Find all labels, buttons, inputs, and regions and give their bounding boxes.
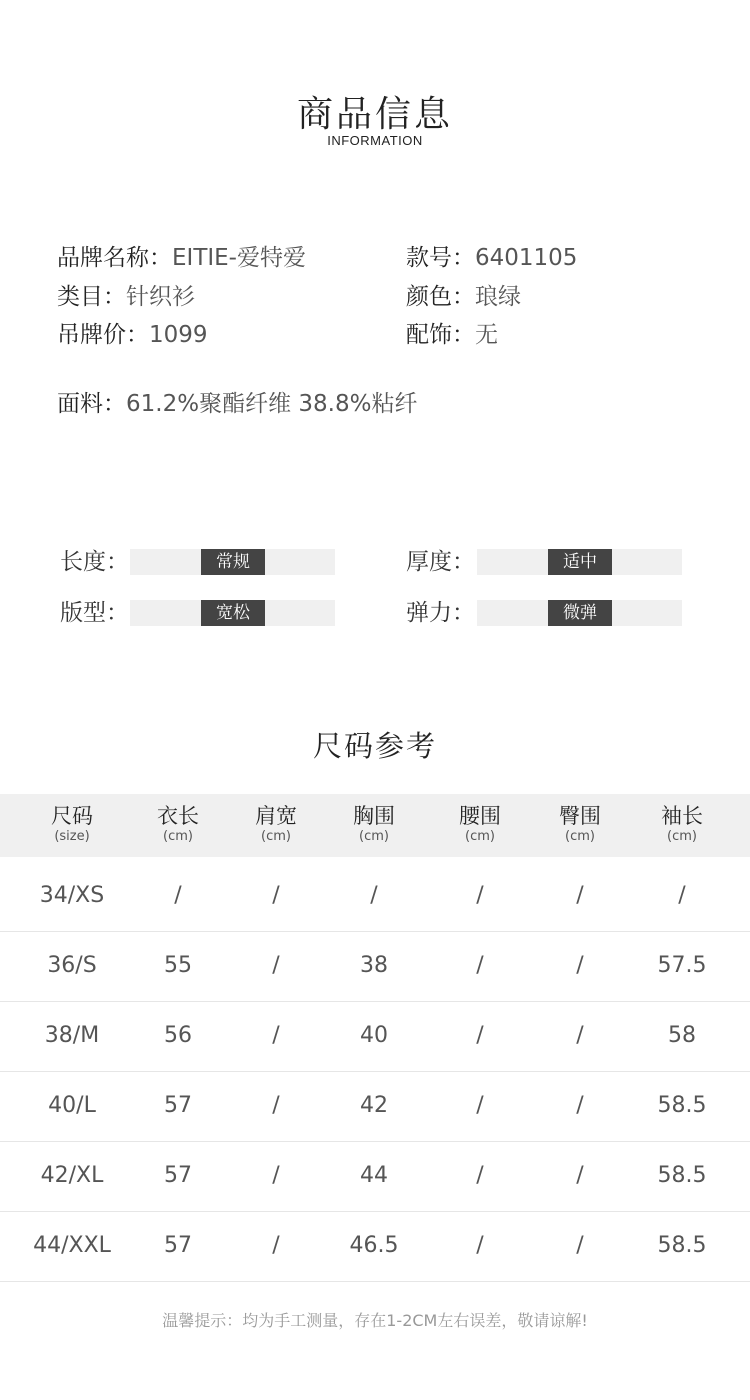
header-sleeve bbox=[632, 803, 732, 845]
info-category bbox=[57, 281, 195, 313]
cell-size: 42/XL bbox=[40, 1163, 104, 1188]
cell-waist: / bbox=[476, 1093, 484, 1118]
header-chest-unit: (cm) bbox=[359, 829, 389, 844]
cell-hip: / bbox=[576, 1163, 584, 1188]
cell-length: 55 bbox=[164, 953, 192, 978]
cell-sleeve: / bbox=[678, 883, 686, 908]
info-color bbox=[406, 281, 521, 313]
color-label: 颜色： bbox=[406, 284, 475, 310]
category-value: 针织衫 bbox=[126, 284, 195, 310]
cell-sleeve: 58.5 bbox=[657, 1163, 707, 1188]
header-shoulder bbox=[226, 803, 326, 845]
header-size-name: 尺码 bbox=[51, 804, 93, 828]
cell-length: 57 bbox=[164, 1163, 192, 1188]
cell-hip: / bbox=[576, 1023, 584, 1048]
table-row bbox=[0, 1001, 750, 1072]
cell-waist: / bbox=[476, 883, 484, 908]
cell-chest: / bbox=[370, 883, 378, 908]
elasticity-label: 弹力： bbox=[406, 600, 475, 626]
table-row bbox=[0, 931, 750, 1002]
cell-sleeve: 58.5 bbox=[657, 1233, 707, 1258]
thickness-label: 厚度： bbox=[406, 549, 475, 575]
cell-length: / bbox=[174, 883, 182, 908]
price-label: 吊牌价： bbox=[57, 322, 149, 348]
size-chart-title: 尺码参考 bbox=[312, 729, 437, 763]
style-no-value: 6401105 bbox=[475, 245, 578, 271]
cell-shoulder: / bbox=[272, 883, 280, 908]
measurement-note: 温馨提示：均为手工测量，存在1-2CM左右误差，敬请谅解! bbox=[162, 1311, 588, 1330]
cell-chest: 44 bbox=[360, 1163, 388, 1188]
cell-size: 44/XXL bbox=[33, 1233, 111, 1258]
cell-shoulder: / bbox=[272, 1233, 280, 1258]
brand-label: 品牌名称： bbox=[57, 245, 172, 271]
header-hip-unit: (cm) bbox=[565, 829, 595, 844]
header-size-unit: (size) bbox=[54, 829, 90, 844]
cell-shoulder: / bbox=[272, 1023, 280, 1048]
table-row bbox=[0, 861, 750, 932]
fit-label: 版型： bbox=[60, 600, 129, 626]
info-accessory bbox=[406, 319, 498, 351]
header-hip-name: 臀围 bbox=[559, 804, 601, 828]
color-value: 琅绿 bbox=[475, 284, 521, 310]
cell-sleeve: 57.5 bbox=[657, 953, 707, 978]
cell-chest: 42 bbox=[360, 1093, 388, 1118]
header-length-unit: (cm) bbox=[163, 829, 193, 844]
accessory-value: 无 bbox=[475, 322, 498, 348]
cell-length: 57 bbox=[164, 1233, 192, 1258]
header-shoulder-unit: (cm) bbox=[261, 829, 291, 844]
cell-waist: / bbox=[476, 1023, 484, 1048]
cell-sleeve: 58.5 bbox=[657, 1093, 707, 1118]
size-table-header bbox=[0, 794, 750, 857]
cell-shoulder: / bbox=[272, 1093, 280, 1118]
info-style-no bbox=[406, 242, 577, 274]
cell-hip: / bbox=[576, 953, 584, 978]
accessory-label: 配饰： bbox=[406, 322, 475, 348]
style-no-label: 款号： bbox=[406, 245, 475, 271]
cell-size: 38/M bbox=[44, 1023, 100, 1048]
category-label: 类目： bbox=[57, 284, 126, 310]
header-size bbox=[22, 803, 122, 845]
cell-chest: 40 bbox=[360, 1023, 388, 1048]
cell-hip: / bbox=[576, 1233, 584, 1258]
cell-chest: 46.5 bbox=[349, 1233, 399, 1258]
header-shoulder-name: 肩宽 bbox=[255, 804, 297, 828]
header-chest-name: 胸围 bbox=[353, 804, 395, 828]
cell-hip: / bbox=[576, 883, 584, 908]
page-title: 商品信息 bbox=[296, 94, 453, 135]
fabric-label: 面料： bbox=[57, 391, 126, 417]
cell-waist: / bbox=[476, 1233, 484, 1258]
brand-value: EITIE-爱特爱 bbox=[172, 245, 306, 271]
cell-size: 40/L bbox=[48, 1093, 96, 1118]
cell-hip: / bbox=[576, 1093, 584, 1118]
fabric-value: 61.2%聚酯纤维 38.8%粘纤 bbox=[126, 391, 418, 417]
header-sleeve-unit: (cm) bbox=[667, 829, 697, 844]
cell-length: 56 bbox=[164, 1023, 192, 1048]
cell-size: 36/S bbox=[47, 953, 97, 978]
cell-waist: / bbox=[476, 1163, 484, 1188]
cell-waist: / bbox=[476, 953, 484, 978]
header-hip bbox=[530, 803, 630, 845]
cell-shoulder: / bbox=[272, 1163, 280, 1188]
header-sleeve-name: 袖长 bbox=[661, 804, 703, 828]
cell-chest: 38 bbox=[360, 953, 388, 978]
length-label: 长度： bbox=[60, 549, 129, 575]
page-subtitle: INFORMATION bbox=[327, 133, 423, 148]
fit-badge: 宽松 bbox=[201, 600, 265, 626]
info-fabric bbox=[57, 388, 417, 420]
cell-length: 57 bbox=[164, 1093, 192, 1118]
thickness-badge: 适中 bbox=[548, 549, 612, 575]
elasticity-badge: 微弹 bbox=[548, 600, 612, 626]
header-length bbox=[128, 803, 228, 845]
header-chest bbox=[324, 803, 424, 845]
cell-size: 34/XS bbox=[39, 883, 105, 908]
table-row bbox=[0, 1141, 750, 1212]
info-price bbox=[57, 319, 208, 351]
header-waist-name: 腰围 bbox=[459, 804, 501, 828]
header-waist-unit: (cm) bbox=[465, 829, 495, 844]
cell-sleeve: 58 bbox=[668, 1023, 696, 1048]
table-row bbox=[0, 1071, 750, 1142]
table-row bbox=[0, 1211, 750, 1282]
header-waist bbox=[430, 803, 530, 845]
length-badge: 常规 bbox=[201, 549, 265, 575]
header-length-name: 衣长 bbox=[157, 804, 199, 828]
price-value: 1099 bbox=[149, 322, 208, 348]
cell-shoulder: / bbox=[272, 953, 280, 978]
info-brand bbox=[57, 242, 306, 274]
